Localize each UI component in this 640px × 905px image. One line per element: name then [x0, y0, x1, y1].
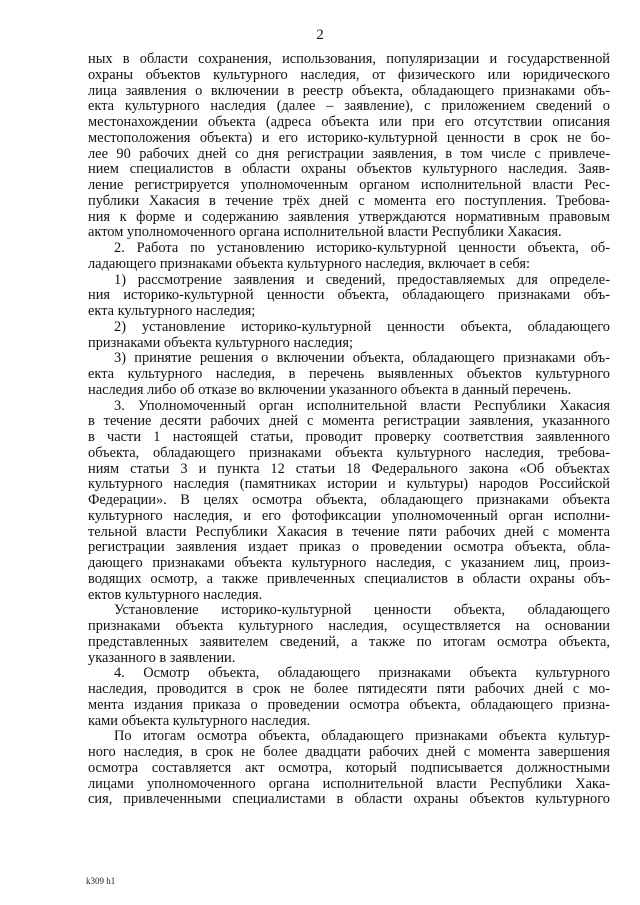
text-line: 2) установление историко-культурной ценности объекта, обладающего: [114, 318, 610, 335]
text-line: ладающего признаками объекта культурного наследия, включает в себя:: [88, 255, 530, 272]
text-line: ного наследия, в срок не более двадцати рабочих дней с момента завершения: [88, 744, 610, 760]
text-line: публики Хакасия в течение трёх дней с момента его поступления. Требова-: [88, 192, 610, 209]
page-number: 2: [316, 27, 324, 43]
text-line: в части 1 настоящей статьи, проводит проверку соответствия заявленного: [88, 429, 610, 445]
text-line: ния историко-культурной ценности объекта, обладающего признаками объ-: [88, 287, 610, 304]
text-line: ных в области сохранения, использования, популяризации и государственной: [88, 51, 610, 67]
text-line: указанного в заявлении.: [88, 649, 236, 666]
text-line: в течение десяти рабочих дней с момента регистрации заявления, указанного: [88, 413, 610, 430]
text-line: регистрации заявления издает приказ о проведении осмотра объекта, обла-: [88, 539, 610, 556]
text-line: екта культурного наследия, в перечень выявленных объектов культурного: [88, 366, 610, 382]
text-line: 4. Осмотр объекта, обладающего признаками объекта культурного: [114, 665, 610, 682]
text-line: ление регистрируется уполномоченным органом исполнительной власти Рес-: [88, 177, 610, 193]
text-line: лицами уполномоченного органа исполнительной власти Республики Хака-: [88, 775, 610, 792]
text-line: дающего признаками объекта культурного наследия, с указанием лиц, произ-: [88, 555, 610, 571]
text-line: представленных заявителем сведений, а также по итогам осмотра объекта,: [88, 633, 610, 650]
text-line: ектов культурного наследия.: [88, 586, 263, 603]
text-line: актом уполномоченного органа исполнительной власти Республики Хакасия.: [88, 224, 562, 241]
text-line: Установление историко-культурной ценности объекта, обладающего: [114, 602, 610, 619]
text-line: 3) принятие решения о включении объекта, обладающего признаками объ-: [114, 350, 610, 367]
text-line: 2. Работа по установлению историко-культурной ценности объекта, об-: [114, 240, 610, 256]
text-line: охраны объектов культурного наследия, от физического или юридического: [88, 66, 610, 83]
text-line: культурного наследия, и его фотофиксации уполномоченный орган исполни-: [88, 507, 610, 524]
text-line: признаками объекта культурного наследия;: [88, 334, 353, 351]
text-line: лица заявления о включении в реестр объекта, обладающего признаками объ-: [88, 82, 610, 99]
text-line: екта культурного наследия (далее – заявление), с приложением сведений о: [88, 98, 610, 115]
text-line: тельной власти Республики Хакасия в течение пяти рабочих дней с момента: [88, 523, 610, 540]
footer-code: k309 h1: [86, 876, 116, 886]
text-line: осмотра составляется акт осмотра, который подписывается должностными: [88, 759, 610, 776]
text-line: ния к форме и содержанию заявления утверждаются нормативным правовым: [88, 208, 610, 225]
text-line: наследия, проводится в срок не более пятидесяти пяти рабочих дней с мо-: [88, 681, 610, 697]
text-line: нием специалистов в области охраны объектов культурного наследия. Заяв-: [88, 161, 610, 178]
text-line: ками объекта культурного наследия.: [88, 712, 311, 729]
text-line: водящих осмотр, а также привлеченных специалистов в области охраны объ-: [88, 570, 610, 587]
text-line: мента издания приказа о проведении осмотра объекта, обладающего призна-: [88, 696, 610, 713]
text-line: наследия либо об отказе во включении указанного объекта в данный перечень.: [88, 381, 572, 398]
text-line: ниям статьи 3 и пункта 12 статьи 18 Федерального закона «Об объектах: [88, 460, 610, 477]
text-line: объекта, обладающего признаками объекта культурного наследия, требова-: [88, 444, 610, 461]
text-line: 3. Уполномоченный орган исполнительной власти Республики Хакасия: [114, 397, 610, 414]
text-line: екта культурного наследия;: [88, 303, 256, 319]
text-line: Федерации». В целях осмотра объекта, обладающего признаками объекта: [88, 492, 610, 508]
text-line: местонахождении объекта (адреса объекта или при его отсутствии описания: [88, 114, 610, 130]
text-line: культурного наследия (памятниках истории и культуры) народов Российской: [88, 476, 610, 493]
text-line: сия, привлеченными специалистами в области охраны объектов культурного: [88, 791, 610, 808]
text-line: признаками объекта культурного наследия, осуществляется на основании: [88, 618, 610, 634]
text-line: По итогам осмотра объекта, обладающего признаками объекта культур-: [114, 728, 610, 745]
text-line: местоположения объекта) и его историко-культурной ценности в срок не бо-: [88, 129, 610, 146]
text-line: лее 90 рабочих дней со дня регистрации заявления, в том числе с привлече-: [88, 145, 610, 162]
document-body: [88, 52, 610, 808]
text-line: 1) рассмотрение заявления и сведений, предоставляемых для определе-: [114, 271, 610, 288]
